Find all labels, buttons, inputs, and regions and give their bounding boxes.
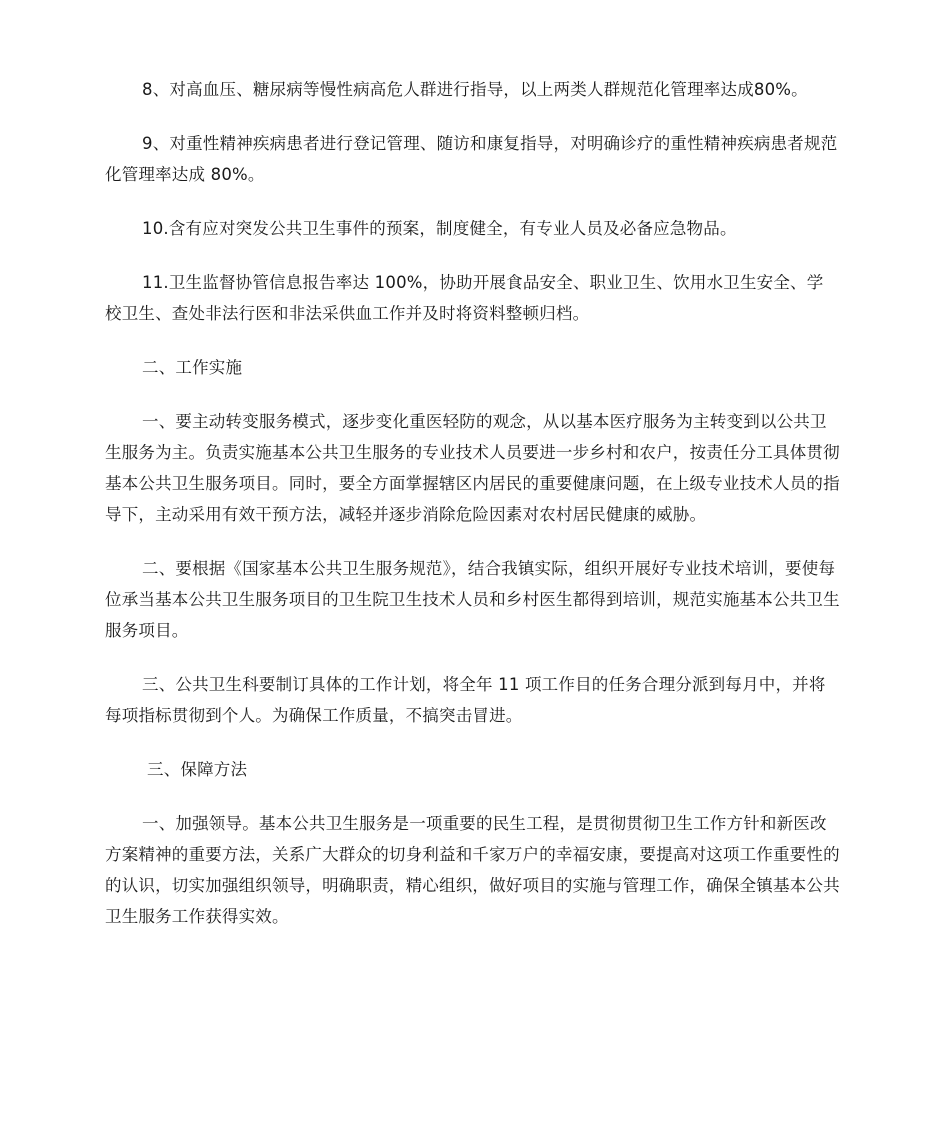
implementation-paragraph-1: 一、要主动转变服务模式，逐步变化重医轻防的观念，从以基本医疗服务为主转变到以公共卫生服务为主。负责实施基本公共卫生服务的专业技术人员要进一步乡村和农户，按责任分工具体贯彻基本公共卫生服务项目。同时，要全方面掌握辖区内居民的重要健康问题，在上级专业技术人员的指导下，主动采用有效干预方法，减轻并逐步消除危险因素对农村居民健康的威胁。	[105, 412, 840, 524]
paragraph-item-11: 11.卫生监督协管信息报告率达 100%，协助开展食品安全、职业卫生、饮用水卫生安全、学校卫生、查处非法行医和非法采供血工作并及时将资料整顿归档。	[105, 273, 824, 323]
paragraph-item-9: 9、对重性精神疾病患者进行登记管理、随访和康复指导，对明确诊疗的重性精神疾病患者规范化管理率达成 80%。	[105, 134, 838, 184]
paragraph-item-10: 10.含有应对突发公共卫生事件的预案，制度健全，有专业人员及必备应急物品。	[142, 219, 737, 238]
paragraph-item-8: 8、对高血压、糖尿病等慢性病高危人群进行指导，以上两类人群规范化管理率达成80%。	[142, 80, 808, 99]
section-heading-implementation: 二、工作实施	[142, 358, 243, 377]
section-heading-safeguards: 三、保障方法	[147, 760, 248, 779]
document-page	[105, 74, 840, 955]
implementation-paragraph-3: 三、公共卫生科要制订具体的工作计划，将全年 11 项工作目的任务合理分派到每月中，并将每项指标贯彻到个人。为确保工作质量，不搞突击冒进。	[105, 675, 826, 725]
safeguards-paragraph-1: 一、加强领导。基本公共卫生服务是一项重要的民生工程，是贯彻贯彻卫生工作方针和新医改方案精神的重要方法，关系广大群众的切身利益和千家万户的幸福安康，要提高对这项工作重要性的的认识，切实加强组织领导，明确职责，精心组织，做好项目的实施与管理工作，确保全镇基本公共卫生服务工作获得实效。	[105, 814, 840, 926]
implementation-paragraph-2: 二、要根据《国家基本公共卫生服务规范》，结合我镇实际，组织开展好专业技术培训，要使每位承当基本公共卫生服务项目的卫生院卫生技术人员和乡村医生都得到培训，规范实施基本公共卫生服务项目。	[105, 559, 840, 640]
